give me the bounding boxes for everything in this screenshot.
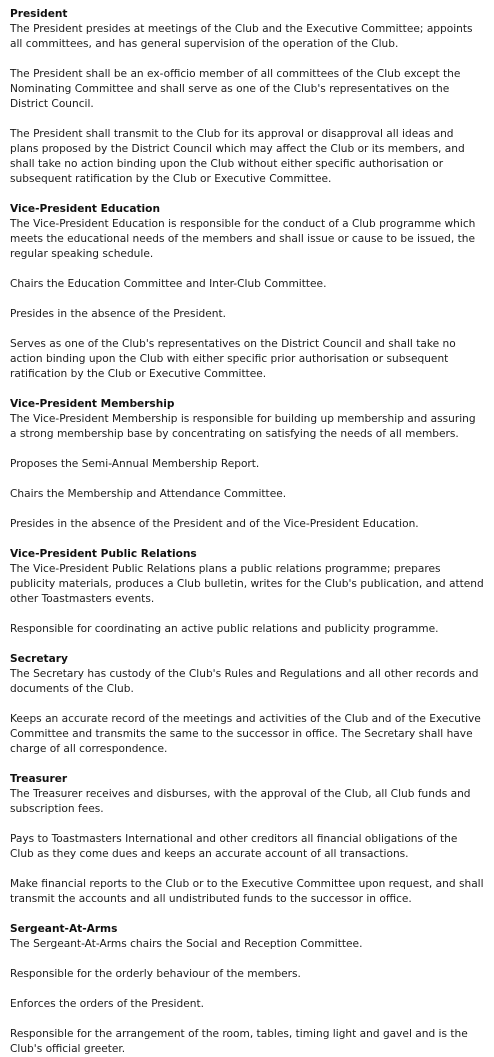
role-paragraph: The Vice-President Membership is responsible for building up membership and assuring a strong membership base by concentrating on satisfying the needs of all members. — [10, 413, 476, 440]
role-paragraph: Responsible for the arrangement of the room, tables, timing light and gavel and is the Club's official greeter. — [10, 1028, 468, 1055]
role-paragraph: Chairs the Membership and Attendance Committee. — [10, 488, 287, 500]
role-secretary — [10, 652, 484, 757]
role-sergeant-at-arms — [10, 922, 484, 1057]
role-paragraph: The Secretary has custody of the Club's Rules and Regulations and all other records and documents of the Club. — [10, 668, 479, 695]
role-paragraph: Presides in the absence of the President. — [10, 308, 227, 320]
role-title: Secretary — [10, 653, 68, 665]
role-paragraph: The Sergeant-At-Arms chairs the Social and Reception Committee. — [10, 938, 363, 950]
role-paragraph: Proposes the Semi-Annual Membership Report. — [10, 458, 260, 470]
role-paragraph: Chairs the Education Committee and Inter-Club Committee. — [10, 278, 327, 290]
role-title: Vice-President Education — [10, 203, 160, 215]
role-paragraph: The Vice-President Public Relations plans a public relations programme; prepares publicity materials, produces a Club bulletin, writes for the Club's publication, and attend other Toastmasters events. — [10, 563, 484, 605]
role-paragraph: Make financial reports to the Club or to the Executive Committee upon request, and shall transmit the accounts and all undistributed funds to the successor in office. — [10, 878, 484, 905]
role-paragraph: The Vice-President Education is responsible for the conduct of a Club programme which meets the educational needs of the members and shall issue or cause to be issued, the regular speaking schedule. — [10, 218, 476, 260]
role-title: President — [10, 8, 68, 20]
role-paragraph: The President shall transmit to the Club for its approval or disapproval all ideas and plans proposed by the District Council which may affect the Club or its members, and shall take no action binding upon the Club without either specific authorisation or subsequent ratification by the Club or Executive Committee. — [10, 128, 465, 185]
role-title: Sergeant-At-Arms — [10, 923, 118, 935]
role-vice-president-education — [10, 202, 484, 382]
role-paragraph: Responsible for coordinating an active public relations and publicity programme. — [10, 623, 439, 635]
role-paragraph: Keeps an accurate record of the meetings and activities of the Club and of the Executive Committee and transmits the same to the successor in office. The Secretary shall have charge of all correspondence. — [10, 713, 481, 755]
role-president — [10, 7, 484, 187]
role-vice-president-membership — [10, 397, 484, 532]
role-vice-president-public-relations — [10, 547, 484, 637]
role-paragraph: Presides in the absence of the President and of the Vice-President Education. — [10, 518, 419, 530]
role-paragraph: The Treasurer receives and disburses, with the approval of the Club, all Club funds and subscription fees. — [10, 788, 471, 815]
role-paragraph: Pays to Toastmasters International and other creditors all financial obligations of the Club as they come dues and keeps an accurate account of all transactions. — [10, 833, 458, 860]
role-title: Treasurer — [10, 773, 68, 785]
role-paragraph: The President shall be an ex-officio member of all committees of the Club except the Nominating Committee and shall serve as one of the Club's representatives on the District Council. — [10, 68, 461, 110]
role-paragraph: Enforces the orders of the President. — [10, 998, 204, 1010]
role-paragraph: Serves as one of the Club's representatives on the District Council and shall take no action binding upon the Club with either specific prior authorisation or subsequent ratification by the Club or Executive Committee. — [10, 338, 456, 380]
role-paragraph: The President presides at meetings of the Club and the Executive Committee; appoints all committees, and has general supervision of the operation of the Club. — [10, 23, 473, 50]
role-title: Vice-President Public Relations — [10, 548, 197, 560]
role-treasurer — [10, 772, 484, 907]
role-paragraph: Responsible for the orderly behaviour of the members. — [10, 968, 301, 980]
role-title: Vice-President Membership — [10, 398, 175, 410]
